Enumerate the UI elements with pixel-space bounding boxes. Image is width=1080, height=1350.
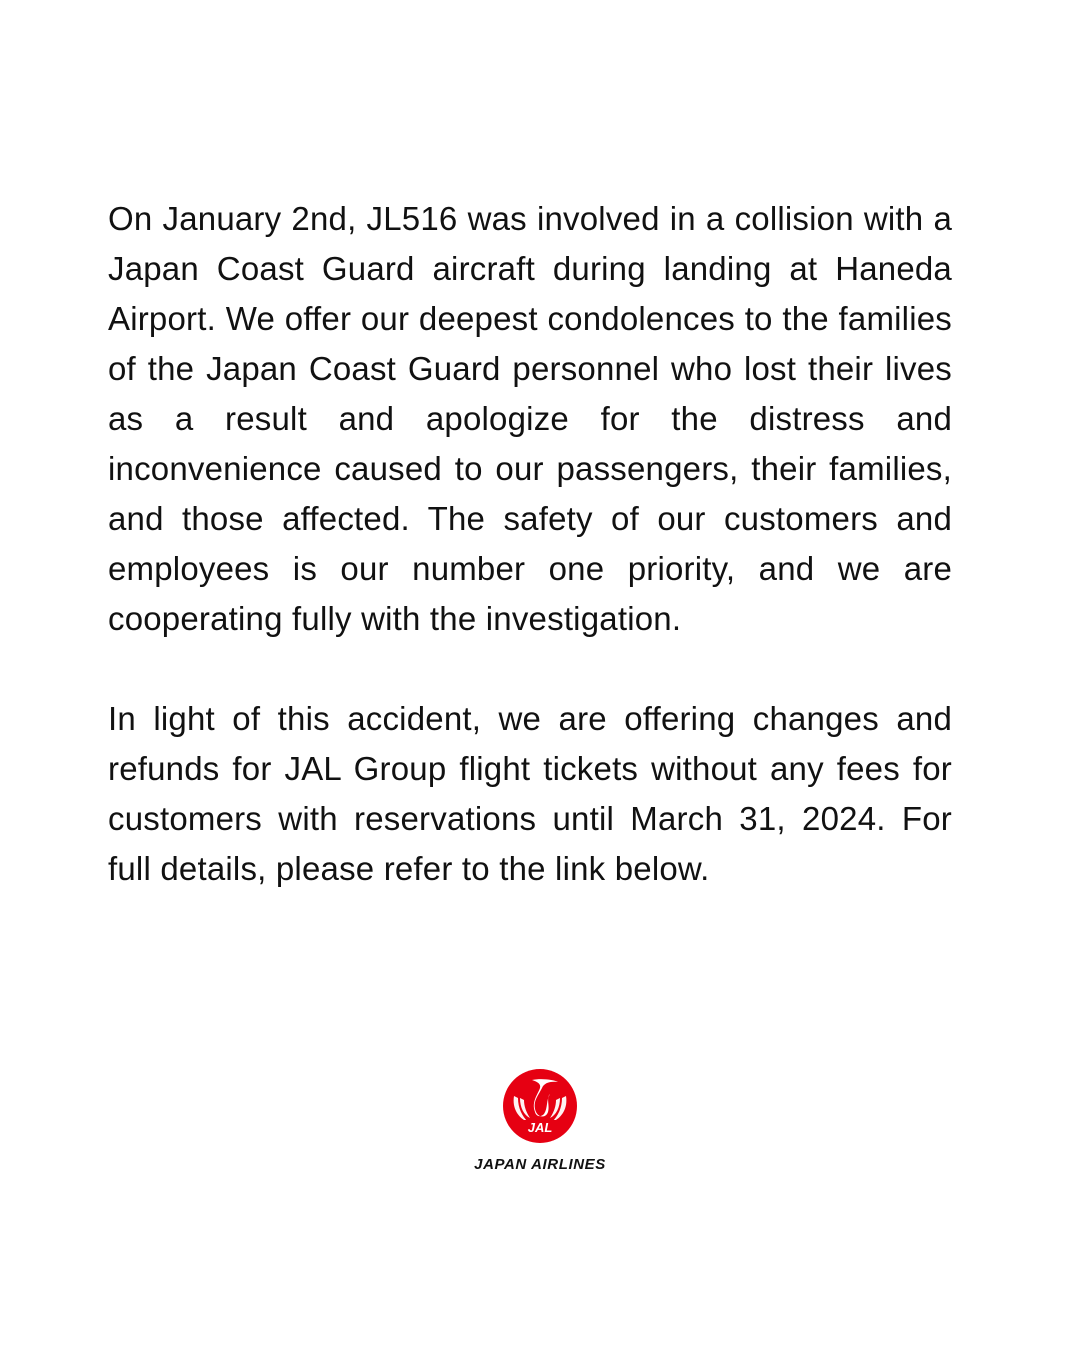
statement-paragraph-2: In light of this accident, we are offering changes and refunds for JAL Group flight tickets without any fees for customers with reservations until March 31, 2024. For full details, please refer to the link below.	[108, 700, 952, 887]
statement-body	[108, 194, 952, 894]
jal-mark-text: JAL	[527, 1120, 553, 1135]
statement-paragraph-1: On January 2nd, JL516 was involved in a collision with a Japan Coast Guard aircraft during landing at Haneda Airport. We offer our deepest condolences to the families of the Japan Coast Guard personnel who lost their lives as a result and apologize for the distress and inconvenience caused to our passengers, their families, and those affected. The safety of our customers and employees is our number one priority, and we are cooperating fully with the investigation.	[108, 200, 952, 637]
jal-logo	[440, 1068, 640, 1178]
logo-wordmark: JAPAN AIRLINES	[474, 1156, 606, 1173]
jal-crane-icon	[502, 1068, 578, 1144]
